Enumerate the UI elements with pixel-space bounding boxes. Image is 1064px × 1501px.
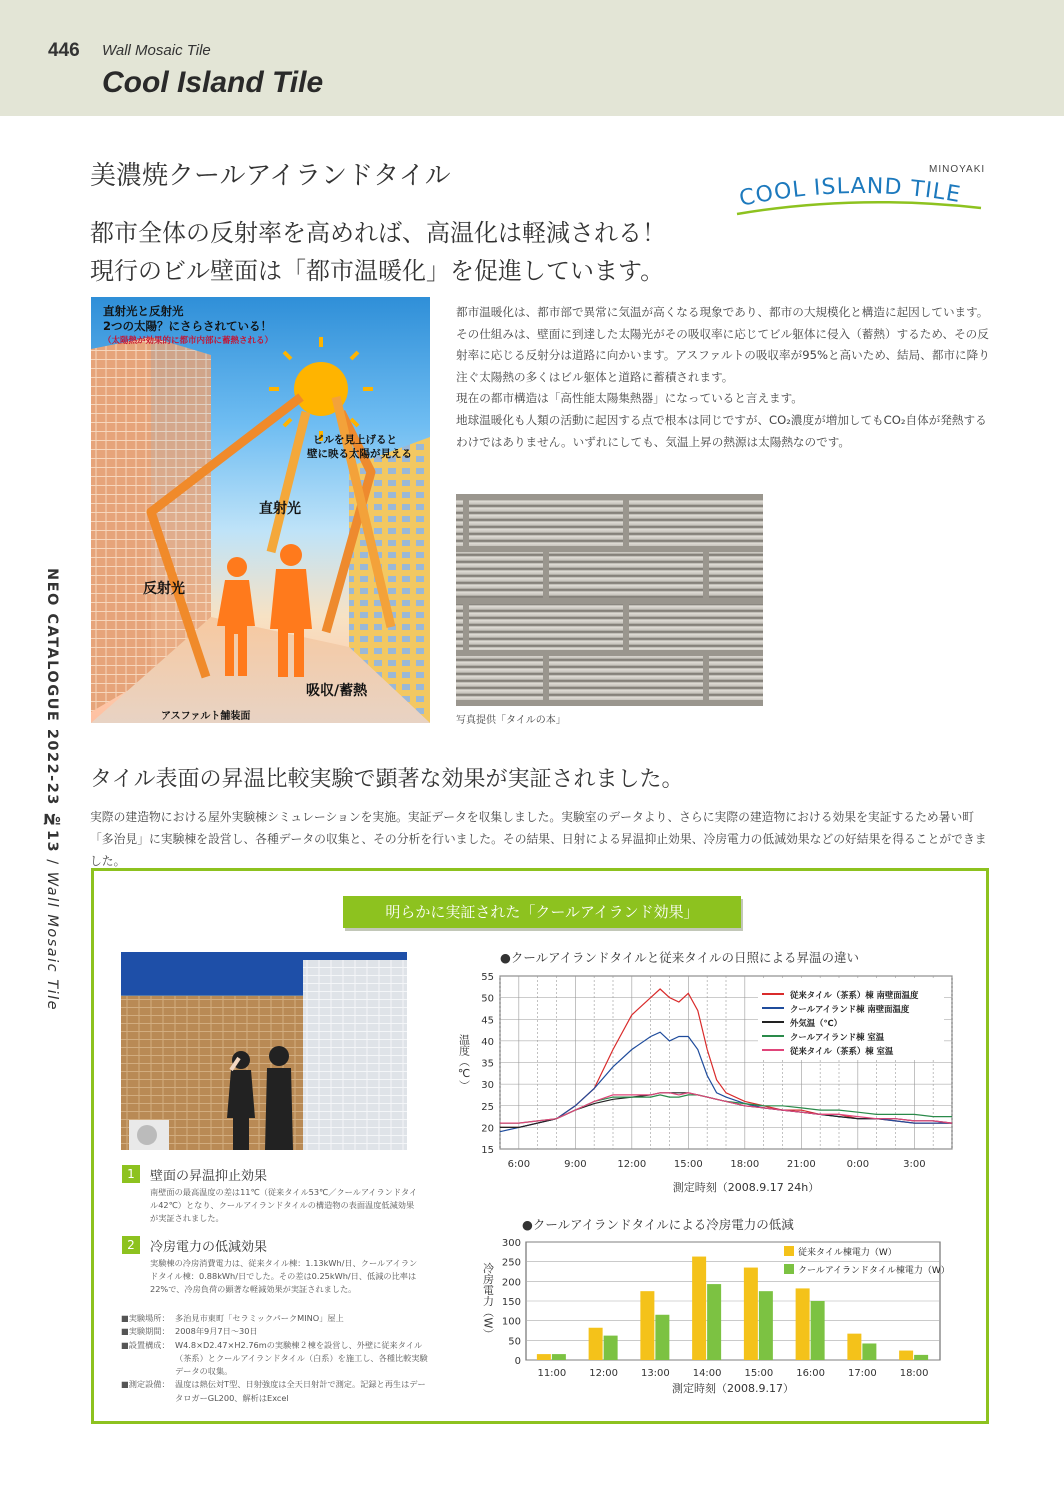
note-row (121, 1312, 431, 1325)
bar (914, 1355, 928, 1360)
note-key: ■設置構成： (121, 1339, 170, 1350)
result-1-body: 南壁面の最高温度の差は11℃（従来タイル53℃／クールアイランドタイル42℃）となり、クールアイランドタイルの構造物の表面温度低減効果が実証されました。 (150, 1187, 418, 1224)
experiment-body: 実際の建造物における屋外実験棟シミュレーションを実施。実証データを収集しました。実験室のデータより、さらに実際の建造物における効果を実証するため暑い町「多治見」に実験棟を設営し、各種データの収集と、その分析を行いました。その結果、日射による昇温抑止効果、冷房電力の低減効果などの好結果を得ることができました。 (90, 810, 987, 868)
sun-icon (269, 337, 373, 441)
y-tick-label: 250 (501, 1257, 521, 1269)
label-reflected: 反射光 (143, 581, 185, 597)
bar (811, 1301, 825, 1360)
illustration-svg (91, 297, 430, 723)
y-tick-label: 150 (501, 1297, 521, 1308)
y-axis-label: 冷房電力（W） (481, 1262, 495, 1340)
test-building-photo (121, 952, 407, 1150)
urban-heat-illustration (91, 297, 430, 723)
intro-paragraph: 都市温暖化は、都市部で異常に気温が高くなる現象であり、都市の大規模化と構造に起因しています。その仕組みは、壁面に到達した太陽光がその吸収率に応じてビル躯体に侵入（蓄熱）するため、その反射率に応じる反射分は道路に向かいます。アスファルトの吸収率が95%と高いため、結局、都市に降り注ぐ太陽熱の多くはビル躯体と道路に蓄積されます。 (456, 305, 990, 384)
bar (604, 1336, 618, 1360)
x-tick-label: 9:00 (564, 1159, 587, 1170)
side-catalogue-label (44, 568, 60, 1011)
legend-label: 従来タイル棟電力（W） (798, 1248, 897, 1258)
y-tick-label: 30 (481, 1080, 494, 1092)
x-tick-label: 0:00 (846, 1159, 870, 1170)
bar (655, 1315, 669, 1360)
x-tick-label: 21:00 (786, 1159, 816, 1170)
label-asphalt: アスファルト舗装面 (161, 711, 251, 722)
result-2-number: 2 (122, 1236, 140, 1254)
y-axis-label: 温度（℃） (457, 1034, 471, 1091)
x-tick-label: 12:00 (589, 1368, 619, 1379)
legend-label: 従来タイル（茶系）棟 南壁面温度 (790, 990, 919, 1000)
experiment-notes (121, 1312, 431, 1405)
result-2-body: 実験棟の冷房消費電力は、従来タイル棟：1.13kWh/日、クールアイランドタイル棟：0.88kWh/日でした。その差は0.25kWh/日、低減の比率は22%で、冷房負荷の顕著な軽減効果が実証されました。 (150, 1258, 418, 1295)
y-tick-label: 35 (481, 1058, 494, 1070)
result-2-title: 冷房電力の低減効果 (150, 1240, 268, 1255)
y-tick-label: 0 (514, 1356, 521, 1367)
bar (744, 1268, 758, 1360)
page-number: 446 (48, 40, 80, 61)
note-key: ■測定設備： (121, 1379, 170, 1390)
x-tick-label: 15:00 (744, 1368, 774, 1379)
catalogue-name: NEO CATALOGUE 2022-23 №13 (44, 568, 60, 854)
section-label: Wall Mosaic Tile (102, 42, 211, 59)
test-photo-svg (121, 952, 407, 1150)
legend-label: クールアイランド棟 室温 (790, 1032, 885, 1042)
note-key: ■実験期間： (121, 1326, 170, 1337)
y-tick-label: 20 (481, 1123, 494, 1135)
y-tick-label: 200 (501, 1277, 521, 1289)
bar (692, 1257, 706, 1360)
label-direct: 直射光 (259, 501, 301, 517)
y-tick-label: 50 (508, 1336, 521, 1348)
y-tick-label: 55 (481, 972, 494, 983)
intro-paragraph: 地球温暖化も人類の活動に起因する点で根本は同じですが、CO₂濃度が増加してもCO₂自体が発熱するわけではありません。いずれにしても、気温上昇の熱源は太陽熱なのです。 (456, 412, 987, 449)
photo-caption: 写真提供「タイルの本」 (456, 715, 566, 726)
x-tick-label: 12:00 (617, 1159, 647, 1170)
note-row (121, 1378, 431, 1405)
logo-minoyaki: MINOYAKI (929, 164, 986, 175)
legend-label: 外気温（℃） (790, 1018, 843, 1028)
note-value: 温度は熱伝対T型、日射強度は全天日射計で測定。記録と再生はデータロガーGL200、解析はExcel (175, 1379, 426, 1403)
note-row (121, 1339, 431, 1379)
x-tick-label: 15:00 (673, 1159, 703, 1170)
bar (640, 1291, 654, 1360)
logo-text: COOL ISLAND TILE (737, 173, 963, 212)
side-section: Wall Mosaic Tile (44, 871, 60, 1012)
x-tick-label: 13:00 (640, 1368, 670, 1379)
product-name: 美濃焼クールアイランドタイル (90, 161, 451, 191)
bar (847, 1334, 861, 1360)
line-chart-title: ●クールアイランドタイルと従来タイルの日照による昇温の違い (500, 950, 860, 965)
intro-body (456, 302, 991, 453)
results-banner: 明らかに実証された「クールアイランド効果」 (343, 896, 741, 928)
legend-swatch (784, 1246, 794, 1256)
direct-ray-arrow (271, 412, 306, 552)
legend-label: クールアイランドタイル棟電力（W） (798, 1266, 950, 1276)
illus-note-1: ビルを見上げると (313, 434, 397, 446)
bar (537, 1354, 551, 1360)
y-tick-label: 40 (481, 1036, 494, 1048)
y-tick-label: 25 (481, 1101, 494, 1113)
note-row (121, 1325, 431, 1338)
tile-wall-photo (456, 494, 763, 706)
y-tick-label: 15 (481, 1145, 494, 1156)
result-1-title: 壁面の昇温抑止効果 (150, 1169, 268, 1184)
intro-paragraph: 現在の都市構造は「高性能太陽集熱器」になっていると言えます。 (456, 391, 803, 406)
bar (552, 1354, 566, 1360)
page-title: Cool Island Tile (102, 66, 324, 99)
experiment-heading: タイル表面の昇温比較実験で顕著な効果が実証されました。 (90, 767, 684, 792)
x-tick-label: 14:00 (692, 1368, 722, 1379)
svg-text:COOL ISLAND TILE (737, 174, 963, 212)
temperature-line-chart (452, 966, 962, 1198)
y-tick-label: 100 (501, 1316, 521, 1328)
bar (707, 1284, 721, 1360)
x-tick-label: 16:00 (796, 1368, 826, 1379)
white-tile-building (303, 960, 407, 1150)
y-tick-label: 300 (501, 1238, 521, 1249)
y-tick-label: 45 (481, 1015, 494, 1027)
bar (589, 1328, 603, 1360)
illus-title-1: 直射光と反射光 (103, 304, 184, 318)
legend-label: 従来タイル（茶系）棟 室温 (790, 1046, 894, 1056)
headline-line-2: 現行のビル壁面は「都市温暖化」を促進しています。 (90, 257, 665, 285)
result-1-number: 1 (122, 1165, 140, 1183)
left-building (91, 337, 151, 712)
x-axis-label: 測定時刻（2008.9.17 24h） (672, 1181, 820, 1194)
y-tick-label: 50 (481, 993, 494, 1005)
legend-swatch (784, 1264, 794, 1274)
x-tick-label: 6:00 (507, 1159, 531, 1170)
x-tick-label: 17:00 (847, 1368, 877, 1379)
cooling-power-bar-chart (470, 1234, 950, 1396)
note-value: 多治見市東町「セラミックパークMINO」屋上 (175, 1313, 344, 1323)
legend-label: クールアイランド棟 南壁面温度 (790, 1004, 910, 1014)
bar (899, 1351, 913, 1360)
bar (862, 1343, 876, 1360)
x-axis-label: 測定時刻（2008.9.17） (672, 1382, 794, 1395)
x-tick-label: 3:00 (903, 1159, 926, 1170)
label-absorb: 吸収/蓄熱 (306, 683, 368, 699)
tile-photo-svg (456, 494, 763, 706)
bar-chart-title: ●クールアイランドタイルによる冷房電力の低減 (522, 1217, 794, 1232)
illus-title-2: 2つの太陽？にさらされている！ (103, 319, 272, 333)
note-value: W4.8×D2.47×H2.76mの実験棟２棟を設営し、外壁に従来タイル（茶系）とクールアイランドタイル（白系）を施工し、各種比較実験データの収集。 (175, 1339, 428, 1377)
illus-note-2: 壁に映る太陽が見える (307, 448, 412, 460)
side-separator: / (44, 853, 60, 872)
x-tick-label: 11:00 (537, 1368, 567, 1379)
x-tick-label: 18:00 (899, 1368, 929, 1379)
headline-line-1: 都市全体の反射率を高めれば、高温化は軽減される！ (90, 219, 666, 247)
cool-island-tile-logo (735, 168, 985, 218)
illus-title-3: （太陽熱が効果的に都市内部に蓄熱される） (103, 336, 274, 346)
bar (759, 1291, 773, 1360)
note-key: ■実験場所： (121, 1313, 170, 1323)
main-headline (90, 214, 666, 290)
bar (796, 1288, 810, 1360)
x-tick-label: 18:00 (730, 1159, 760, 1170)
note-value: 2008年9月7日～30日 (175, 1326, 258, 1337)
